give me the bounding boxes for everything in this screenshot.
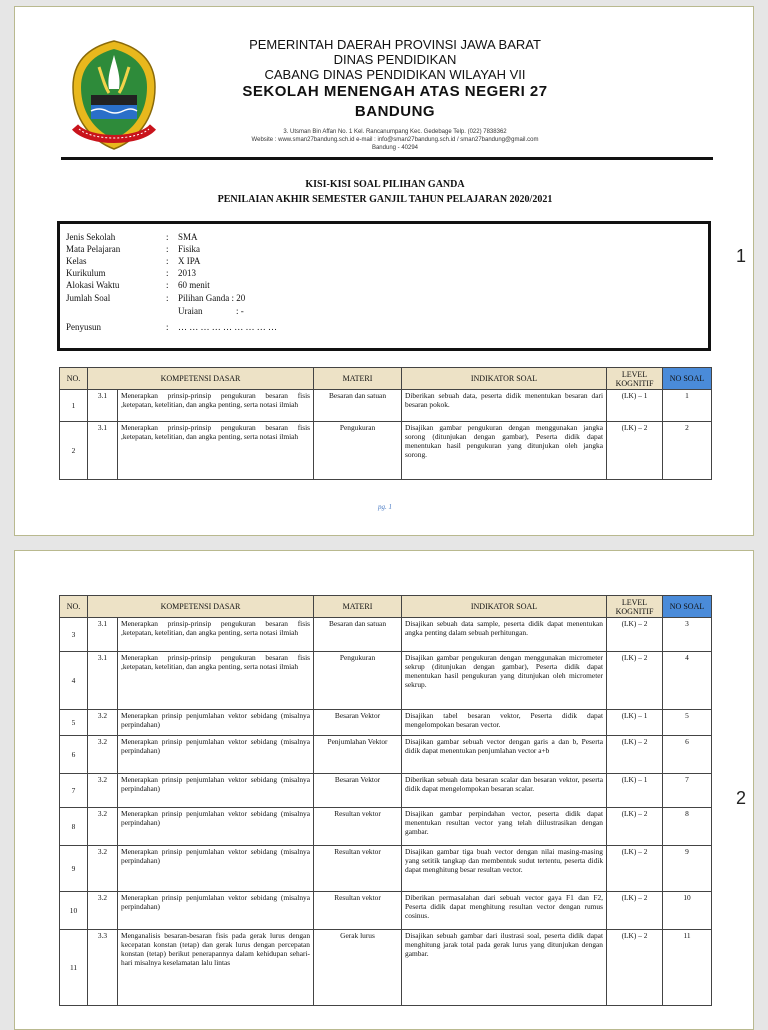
cell-level: (LK) – 2 bbox=[607, 930, 663, 1006]
cell-kompetensi: Menerapkan prinsip-prinsip pengukuran besaran fisis ,ketepatan, ketelitian, dan angka penting, serta notasi ilmiah bbox=[118, 652, 314, 710]
cell-kd-code: 3.2 bbox=[88, 892, 118, 930]
cell-indikator: Diberikan sebuah data, peserta didik menentukan besaran dari besaran pokok. bbox=[402, 390, 607, 422]
document-page-1 bbox=[14, 6, 754, 536]
cell-no: 9 bbox=[60, 846, 88, 892]
col-header-nosoal: NO SOAL bbox=[663, 596, 712, 618]
cell-kd-code: 3.1 bbox=[88, 422, 118, 480]
cell-level: (LK) – 2 bbox=[607, 618, 663, 652]
cell-indikator: Disajikan gambar sebuah vector dengan garis a dan b, Peserta didik dapat menentukan penjumlahan vector a+b bbox=[402, 736, 607, 774]
cell-level: (LK) – 2 bbox=[607, 892, 663, 930]
cell-kompetensi: Menerapkan prinsip penjumlahan vektor sebidang (misalnya perpindahan) bbox=[118, 808, 314, 846]
table-row bbox=[60, 652, 712, 710]
cell-kompetensi: Menerapkan prinsip-prinsip pengukuran besaran fisis ,ketepatan, ketelitian, dan angka penting, serta notasi ilmiah bbox=[118, 422, 314, 480]
cell-kompetensi: Menerapkan prinsip penjumlahan vektor sebidang (misalnya perpindahan) bbox=[118, 846, 314, 892]
cell-level: (LK) – 1 bbox=[607, 390, 663, 422]
cell-indikator: Disajikan gambar tiga buah vector dengan nilai masing-masing yang setitik tangkap dan membentuk sudut tertentu, peserta didik dapat menghitung besar resultan vector. bbox=[402, 846, 607, 892]
cell-no: 7 bbox=[60, 774, 88, 808]
col-header-materi: MATERI bbox=[314, 368, 402, 390]
cell-materi: Gerak lurus bbox=[314, 930, 402, 1006]
info-label: Kelas bbox=[66, 256, 87, 266]
cell-no: 2 bbox=[60, 422, 88, 480]
cell-materi: Besaran dan satuan bbox=[314, 618, 402, 652]
cell-materi: Besaran Vektor bbox=[314, 710, 402, 736]
info-value: Uraian bbox=[178, 306, 203, 316]
cell-level: (LK) – 2 bbox=[607, 422, 663, 480]
letterhead bbox=[15, 7, 754, 167]
cell-nosoal: 5 bbox=[663, 710, 712, 736]
cell-kd-code: 3.2 bbox=[88, 808, 118, 846]
cell-kompetensi: Menerapkan prinsip penjumlahan vektor sebidang (misalnya perpindahan) bbox=[118, 774, 314, 808]
cell-materi: Besaran dan satuan bbox=[314, 390, 402, 422]
table-row bbox=[60, 846, 712, 892]
table-row bbox=[60, 736, 712, 774]
info-value: Pilihan Ganda : 20 bbox=[178, 293, 246, 303]
cell-nosoal: 3 bbox=[663, 618, 712, 652]
table-row bbox=[60, 930, 712, 1006]
school-website: Website : www.sman27bandung.sch.id e-mail : info@sman27bandung.sch.id / sman27bandung@gmail.com bbox=[251, 137, 539, 143]
page-number-2: 2 bbox=[736, 788, 747, 808]
cell-nosoal: 10 bbox=[663, 892, 712, 930]
cell-kompetensi: Menerapkan prinsip penjumlahan vektor sebidang (misalnya perpindahan) bbox=[118, 736, 314, 774]
info-value: X IPA bbox=[178, 256, 201, 266]
info-sep: : bbox=[166, 268, 169, 278]
cell-indikator: Disajikan sebuah data sample, peserta didik dapat menentukan angka penting dalam sebuah perhitungan. bbox=[402, 618, 607, 652]
info-sep: : bbox=[166, 280, 169, 290]
cell-no: 11 bbox=[60, 930, 88, 1006]
cell-kompetensi: Menerapkan prinsip-prinsip pengukuran besaran fisis ,ketepatan, ketelitian, dan angka penting, serta notasi ilmiah bbox=[118, 390, 314, 422]
col-header-no: NO. bbox=[60, 596, 88, 618]
col-header-indikator: INDIKATOR SOAL bbox=[402, 368, 607, 390]
info-sep: : bbox=[166, 256, 169, 266]
info-label: Mata Pelajaran bbox=[66, 244, 121, 254]
info-label: Jenis Sekolah bbox=[66, 232, 116, 242]
info-sep: : bbox=[166, 293, 169, 303]
cell-indikator: Disajikan gambar pengukuran dengan menggunakan micrometer sekrup (ditunjukan dengan gambar), Peserta didik dapat menentukan hasil pengukuran yang ditunjukan oleh micrometer sekrup. bbox=[402, 652, 607, 710]
cell-nosoal: 4 bbox=[663, 652, 712, 710]
page-footer: pg. 1 bbox=[378, 503, 392, 511]
info-label: Jumlah Soal bbox=[66, 293, 111, 303]
header-line-1: PEMERINTAH DAERAH PROVINSI JAWA BARAT bbox=[249, 37, 541, 52]
table-row bbox=[60, 710, 712, 736]
info-sep: : bbox=[166, 322, 169, 332]
cell-level: (LK) – 1 bbox=[607, 710, 663, 736]
cell-no: 10 bbox=[60, 892, 88, 930]
cell-nosoal: 6 bbox=[663, 736, 712, 774]
info-label: Kurikulum bbox=[66, 268, 106, 278]
school-postal: Bandung - 40294 bbox=[371, 145, 419, 151]
cell-kd-code: 3.1 bbox=[88, 618, 118, 652]
cell-kd-code: 3.3 bbox=[88, 930, 118, 1006]
cell-level: (LK) – 2 bbox=[607, 736, 663, 774]
table-row bbox=[60, 808, 712, 846]
col-header-no: NO. bbox=[60, 368, 88, 390]
cell-kompetensi: Menerapkan prinsip penjumlahan vektor sebidang (misalnya perpindahan) bbox=[118, 892, 314, 930]
cell-level: (LK) – 2 bbox=[607, 808, 663, 846]
cell-indikator: Disajikan gambar perpindahan vector, peserta didik dapat menentukan resultan vector yang telah diilustrasikan dengan gambar. bbox=[402, 808, 607, 846]
cell-nosoal: 8 bbox=[663, 808, 712, 846]
info-value2: : - bbox=[236, 306, 244, 316]
table-row bbox=[60, 422, 712, 480]
cell-level: (LK) – 2 bbox=[607, 846, 663, 892]
header-divider bbox=[61, 157, 713, 160]
info-sep: : bbox=[166, 232, 169, 242]
table-row bbox=[60, 774, 712, 808]
cell-indikator: Diberikan permasalahan dari sebuah vector gaya F1 dan F2, Peserta didik dapat menghitung resultan vector dengan rumus cosinus. bbox=[402, 892, 607, 930]
info-label: Alokasi Waktu bbox=[66, 280, 120, 290]
info-value: 2013 bbox=[178, 268, 196, 278]
cell-nosoal: 9 bbox=[663, 846, 712, 892]
cell-no: 3 bbox=[60, 618, 88, 652]
header-line-3: CABANG DINAS PENDIDIKAN WILAYAH VII bbox=[264, 67, 526, 82]
cell-level: (LK) – 2 bbox=[607, 652, 663, 710]
cell-no: 5 bbox=[60, 710, 88, 736]
table-row bbox=[60, 892, 712, 930]
cell-nosoal: 1 bbox=[663, 390, 712, 422]
info-value: Fisika bbox=[178, 244, 201, 254]
cell-no: 6 bbox=[60, 736, 88, 774]
table-row bbox=[60, 618, 712, 652]
kisi-kisi-table-page-1 bbox=[59, 367, 712, 480]
cell-kompetensi: Menganalisis besaran-besaran fisis pada gerak lurus dengan kecepatan konstan (tetap) dan gerak lurus dengan percepatan konstan (tetap) berikut penerapannya dalam kehidupan sehari-hari misalnya keselamatan lalu lintas bbox=[118, 930, 314, 1006]
document-title: KISI-KISI SOAL PILIHAN GANDA bbox=[305, 179, 465, 190]
cell-materi: Pengukuran bbox=[314, 652, 402, 710]
cell-indikator: Disajikan gambar pengukuran dengan menggunakan jangka sorong (ditunjukan dengan gambar), Peserta didik dapat menentukan hasil pengukuran yang ditunjukan oleh jangka sorong. bbox=[402, 422, 607, 480]
header-line-2: DINAS PENDIDIKAN bbox=[333, 52, 457, 67]
school-name: SEKOLAH MENENGAH ATAS NEGERI 27 bbox=[242, 83, 548, 100]
cell-kompetensi: Menerapkan prinsip penjumlahan vektor sebidang (misalnya perpindahan) bbox=[118, 710, 314, 736]
cell-materi: Penjumlahan Vektor bbox=[314, 736, 402, 774]
cell-nosoal: 11 bbox=[663, 930, 712, 1006]
west-java-emblem-logo bbox=[69, 37, 159, 153]
cell-materi: Resultan vektor bbox=[314, 846, 402, 892]
cell-kd-code: 3.2 bbox=[88, 736, 118, 774]
col-header-level: LEVEL KOGNITIF bbox=[607, 596, 663, 618]
col-header-kd: KOMPETENSI DASAR bbox=[88, 368, 314, 390]
cell-level: (LK) – 1 bbox=[607, 774, 663, 808]
cell-materi: Besaran Vektor bbox=[314, 774, 402, 808]
info-label: Penyusun bbox=[66, 322, 102, 332]
info-value: SMA bbox=[178, 232, 198, 242]
page-number-1: 1 bbox=[736, 246, 747, 266]
cell-kd-code: 3.2 bbox=[88, 710, 118, 736]
col-header-level: LEVEL KOGNITIF bbox=[607, 368, 663, 390]
info-box bbox=[57, 221, 711, 351]
cell-materi: Resultan vektor bbox=[314, 808, 402, 846]
cell-materi: Resultan vektor bbox=[314, 892, 402, 930]
col-header-indikator: INDIKATOR SOAL bbox=[402, 596, 607, 618]
school-city: BANDUNG bbox=[354, 103, 436, 120]
kisi-kisi-table-page-2 bbox=[59, 595, 712, 1006]
info-value: … … … … … … … … … bbox=[178, 322, 277, 332]
cell-no: 8 bbox=[60, 808, 88, 846]
cell-kompetensi: Menerapkan prinsip-prinsip pengukuran besaran fisis ,ketepatan, ketelitian, dan angka penting, serta notasi ilmiah bbox=[118, 618, 314, 652]
cell-kd-code: 3.2 bbox=[88, 846, 118, 892]
cell-indikator: Disajikan sebuah gambar dari ilustrasi soal, peserta didik dapat menghitung jarak total pada gerak lurus yang ditunjukan dengan gambar. bbox=[402, 930, 607, 1006]
cell-indikator: Disajikan tabel besaran vektor, Peserta didik dapat mengelompokan besaran vector. bbox=[402, 710, 607, 736]
table-row bbox=[60, 390, 712, 422]
cell-kd-code: 3.1 bbox=[88, 652, 118, 710]
cell-nosoal: 7 bbox=[663, 774, 712, 808]
cell-kd-code: 3.2 bbox=[88, 774, 118, 808]
cell-nosoal: 2 bbox=[663, 422, 712, 480]
col-header-kd: KOMPETENSI DASAR bbox=[88, 596, 314, 618]
info-sep: : bbox=[166, 244, 169, 254]
document-page-2 bbox=[14, 550, 754, 1030]
cell-indikator: Diberikan sebuah data besaran scalar dan besaran vektor, peserta didik dapat mengelompokan besaran scalar. bbox=[402, 774, 607, 808]
info-value: 60 menit bbox=[178, 280, 210, 290]
cell-no: 4 bbox=[60, 652, 88, 710]
cell-no: 1 bbox=[60, 390, 88, 422]
cell-materi: Pengukuran bbox=[314, 422, 402, 480]
document-subtitle: PENILAIAN AKHIR SEMESTER GANJIL TAHUN PELAJARAN 2020/2021 bbox=[217, 194, 553, 205]
col-header-nosoal: NO SOAL bbox=[663, 368, 712, 390]
col-header-materi: MATERI bbox=[314, 596, 402, 618]
cell-kd-code: 3.1 bbox=[88, 390, 118, 422]
school-address: 3. Utsman Bin Affan No. 1 Kel. Rancanumpang Kec. Gedebage Telp. (022) 7838362 bbox=[283, 129, 507, 135]
